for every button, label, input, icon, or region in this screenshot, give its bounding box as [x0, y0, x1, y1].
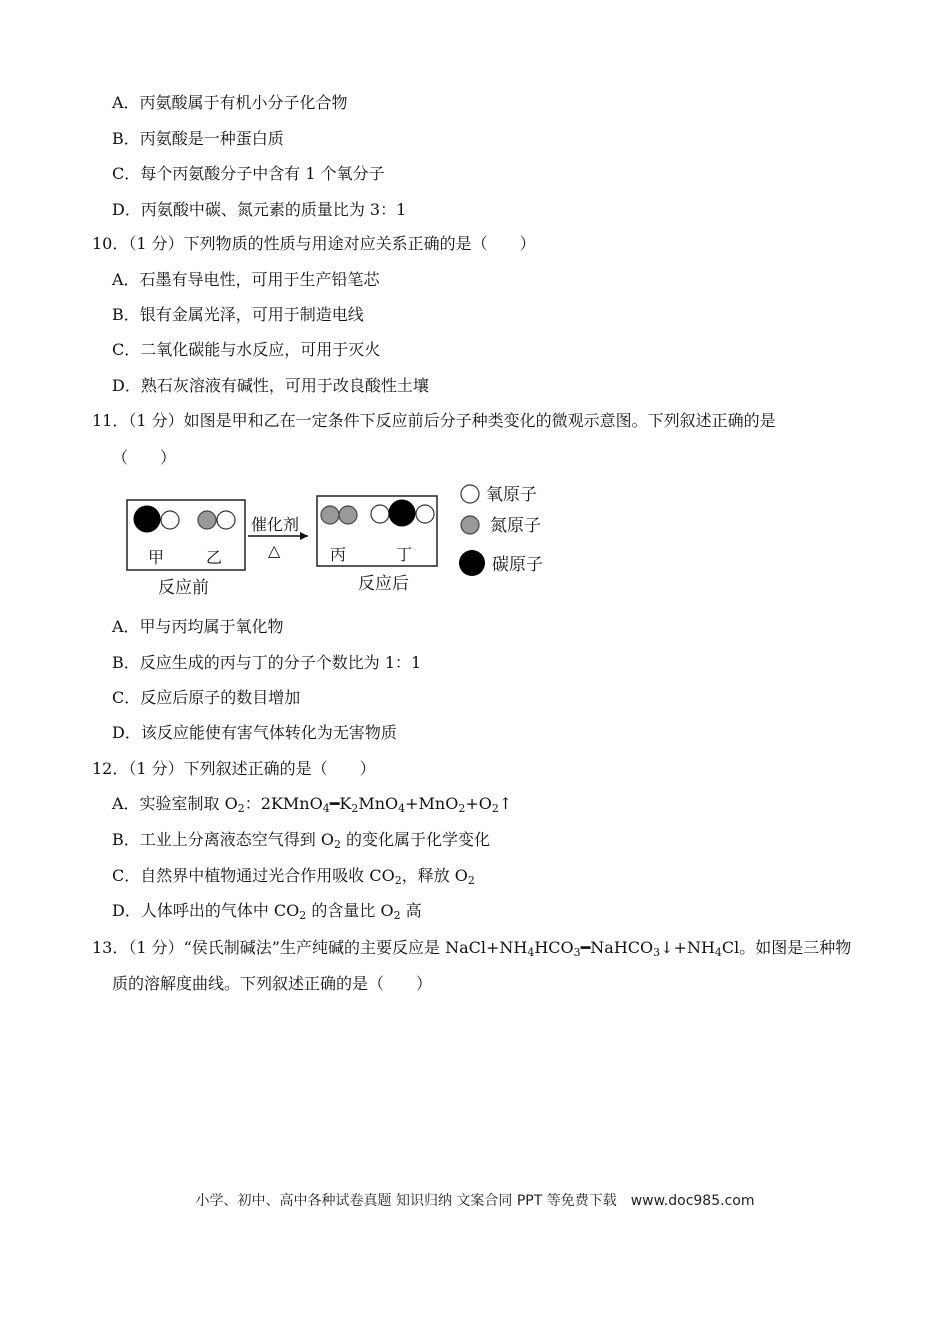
q12-stem: 12．（1 分）下列叙述正确的是（ ） [92, 759, 376, 778]
heat-symbol: △ [268, 541, 281, 560]
q10-option-b: B．银有金属光泽，可用于制造电线 [112, 305, 364, 324]
legend-nitrogen-icon [461, 516, 479, 534]
q11-option-d: D．该反应能使有害气体转化为无害物质 [112, 723, 397, 742]
legend-carbon-icon [459, 550, 485, 576]
legend-oxygen-icon [461, 485, 479, 503]
q10-option-c: C．二氧化碳能与水反应，可用于灭火 [112, 340, 381, 359]
q11-option-b: B．反应生成的丙与丁的分子个数比为 1：1 [112, 653, 422, 672]
q11-option-a: A．甲与丙均属于氧化物 [112, 617, 284, 636]
q11-option-c: C．反应后原子的数目增加 [112, 688, 301, 707]
q10-option-a: A．石墨有导电性，可用于生产铅笔芯 [112, 270, 380, 289]
page-footer: 小学、初中、高中各种试卷真题 知识归纳 文案合同 PPT 等免费下载 www.doc985.com [195, 1193, 755, 1209]
legend-carbon: 碳原子 [492, 555, 543, 575]
catalyst-label: 催化剂 [251, 515, 300, 534]
label-ding: 丁 [396, 545, 413, 564]
q9-option-a: A．丙氨酸属于有机小分子化合物 [112, 93, 348, 112]
q9-option-b: B．丙氨酸是一种蛋白质 [112, 129, 284, 148]
q13-stem: 13．（1 分）“侯氏制碱法”生产纯碱的主要反应是 $NaCl+NH_4HCO_3━NaHCO_3↓+NH_4Cl$。如图是三种物 [92, 938, 852, 959]
oxygen-atom [161, 511, 179, 529]
oxygen-atom [217, 511, 235, 529]
q13-stem-line2: 质的溶解度曲线。下列叙述正确的是（ ） [112, 974, 433, 993]
oxygen-atom [416, 505, 434, 523]
q12-option-b: B．工业上分离液态空气得到 $O_2$ 的变化属于化学变化 [112, 830, 491, 851]
label-bing: 丙 [330, 545, 347, 564]
nitrogen-atom [339, 506, 357, 524]
legend-nitrogen: 氮原子 [490, 516, 541, 536]
nitrogen-atom [321, 506, 339, 524]
q10-stem: 10．（1 分）下列物质的性质与用途对应关系正确的是（ ） [92, 234, 536, 253]
label-after: 反应后 [358, 574, 409, 594]
nitrogen-atom [198, 511, 216, 529]
carbon-atom [134, 506, 160, 532]
label-jia: 甲 [148, 548, 165, 567]
carbon-atom [389, 500, 415, 526]
q9-option-c: C．每个丙氨酸分子中含有 1 个氧分子 [112, 164, 385, 183]
arrow-head [300, 532, 308, 540]
q9-option-d: D．丙氨酸中碳、氮元素的质量比为 3：1 [112, 200, 407, 219]
q11-stem: 11．（1 分）如图是甲和乙在一定条件下反应前后分子种类变化的微观示意图。下列叙述正确的是 [92, 411, 776, 430]
oxygen-atom [371, 505, 389, 523]
q10-option-d: D．熟石灰溶液有碱性，可用于改良酸性土壤 [112, 376, 429, 395]
legend-oxygen: 氧原子 [486, 485, 537, 505]
q11-answer-paren: （ ） [112, 448, 177, 467]
reaction-diagram [120, 478, 560, 603]
q12-option-a: A．实验室制取 $O_2$：$2KMnO_4━K_2MnO_4+MnO_2+O_2↑$ [112, 794, 513, 815]
q12-option-c: C．自然界中植物通过光合作用吸收 $CO_2$，释放 $O_2$ [112, 866, 475, 887]
q12-option-d: D．人体呼出的气体中 $CO_2$ 的含量比 $O_2$ 高 [112, 901, 422, 922]
label-before: 反应前 [158, 578, 209, 598]
label-yi: 乙 [206, 548, 223, 567]
